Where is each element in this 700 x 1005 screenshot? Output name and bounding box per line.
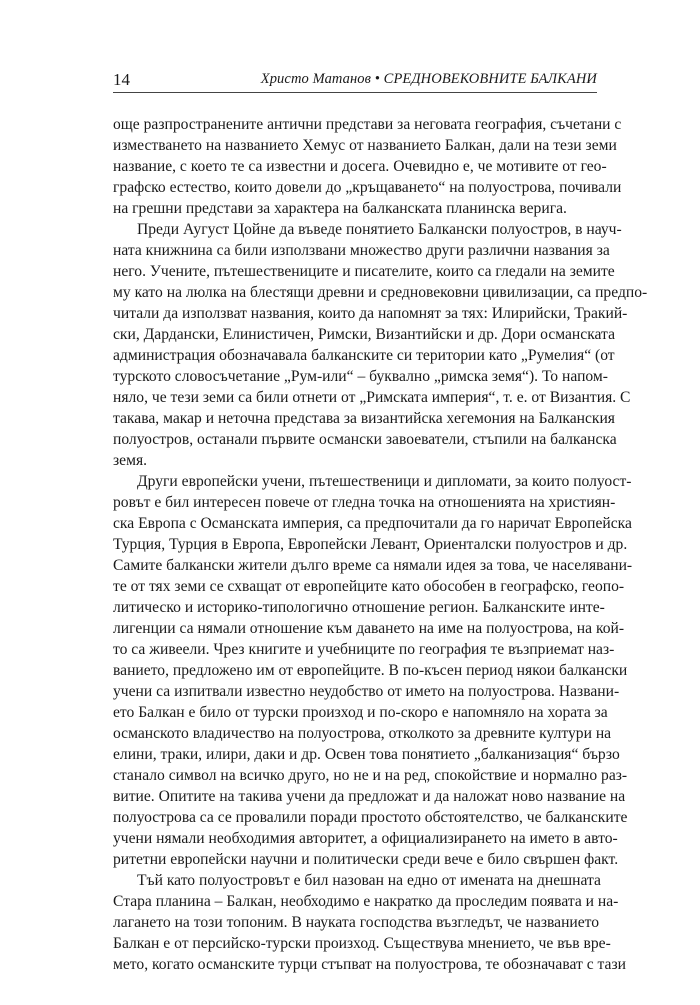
text-line: витие. Опитите на такива учени да предложат и да наложат ново название на (113, 788, 626, 805)
text-line: учени нямали необходимия авторитет, а официализирането на името в авто- (113, 830, 618, 847)
text-line: Преди Аугуст Цойне да въведе понятието Балкански полуостров, в науч- (137, 221, 622, 238)
running-head: Христо Матанов • СРЕДНОВЕКОВНИТЕ БАЛКАНИ (260, 71, 597, 87)
text-line: него. Учените, пътешествениците и писателите, които са гледали на земите (113, 263, 615, 280)
text-line: то са живеели. Чрез книгите и учебниците по география те възприемат наз- (113, 641, 615, 658)
text-line: Тъй като полуостровът е бил назован на едно от имената на днешната (137, 872, 601, 889)
text-line: мето, когато османските турци стъпват на полуострова, те обозначават с тази (113, 956, 626, 973)
text-line: графско естество, които довели до „кръщаването“ на полуострова, почивали (113, 179, 622, 196)
text-line: Турция, Турция в Европа, Европейски Левант, Ориенталски полуостров и др. (113, 536, 628, 553)
text-line: ровът е бил интересен повече от гледна точка на отношенията на християн- (113, 494, 616, 511)
text-line: османското владичество на полуострова, отколкото за древните култури на (113, 725, 612, 742)
text-line: му като на люлка на блестящи древни и средновековни цивилизации, са предпо- (113, 284, 648, 301)
text-line: на грешни представи за характера на балканската планинска верига. (113, 200, 567, 217)
text-line: станало символ на всичко друго, но не и на ред, спокойствие и нормално раз- (113, 767, 628, 784)
text-line: още разпространените антични представи за неговата география, съчетани с (113, 116, 622, 133)
text-line: ска Европа с Османската империя, са предпочитали да го наричат Европейска (113, 515, 632, 532)
paragraph (113, 114, 622, 219)
text-line: земя. (113, 452, 148, 469)
paragraph (113, 471, 633, 870)
text-line: полуострова са се провалили поради простото обстоятелство, че балканските (113, 809, 628, 826)
text-line: Стара планина – Балкан, необходимо е накратко да проследим появата и на- (113, 893, 619, 910)
page-number: 14 (113, 70, 130, 89)
text-line: ванието, предложено им от европейците. В по-късен период някои балкански (113, 662, 628, 679)
text-line: те от тях земи се схващат от европейците като обособен в географско, геопо- (113, 578, 625, 595)
body-text (113, 114, 648, 975)
text-line: Балкан е от персийско-турски произход. Съществува мнението, че във вре- (113, 935, 611, 952)
text-line: название, с което те са известни и досега. Очевидно е, че мотивите от гео- (113, 158, 607, 175)
text-line: изместването на названието Хемус от названието Балкан, дали на тези земи (113, 137, 617, 154)
paragraph (113, 219, 648, 471)
text-line: учени са изпитвали известно неудобство от името на полуострова. Названи- (113, 683, 620, 700)
page-header (113, 62, 597, 93)
text-line: Самите балкански жители дълго време са нямали идея за това, че населявани- (113, 557, 633, 574)
paragraph (113, 870, 626, 975)
text-line: турското словосъчетание „Рум-или“ – буквално „римска земя“). То напом- (113, 368, 608, 385)
text-line: администрация обозначавала балканските си територии като „Румелия“ (от (113, 347, 615, 364)
text-line: полуостров, останали първите османски завоеватели, стъпили на балканска (113, 431, 617, 448)
text-line: читали да използват названия, които да напомнят за тях: Илирийски, Тракий- (113, 305, 628, 322)
text-line: ски, Дардански, Елинистичен, Римски, Византийски и др. Дори османската (113, 326, 615, 343)
text-line: лигенции са нямали отношение към даването на име на полуострова, на кой- (113, 620, 625, 637)
text-line: Други европейски учени, пътешественици и дипломати, за които полуост- (137, 473, 632, 490)
text-line: няло, че тези земи са били отнети от „Римската империя“, т. е. от Византия. С (113, 389, 631, 406)
text-line: лагането на този топоним. В науката господства възгледът, че названието (113, 914, 600, 931)
text-line: такава, макар и неточна представа за византийска хегемония на Балканския (113, 410, 615, 427)
text-line: ето Балкан е било от турски произход и по-скоро е напомняло на хората за (113, 704, 608, 721)
text-line: ритетни европейски научни и политически среди вече е било свършен факт. (113, 851, 619, 868)
text-line: елини, траки, илири, даки и др. Освен това понятието „балканизация“ бързо (113, 746, 620, 763)
text-line: ната книжнина са били използвани множество други различни названия за (113, 242, 610, 259)
text-line: литическо и историко-типологично отношение регион. Балканските инте- (113, 599, 605, 616)
